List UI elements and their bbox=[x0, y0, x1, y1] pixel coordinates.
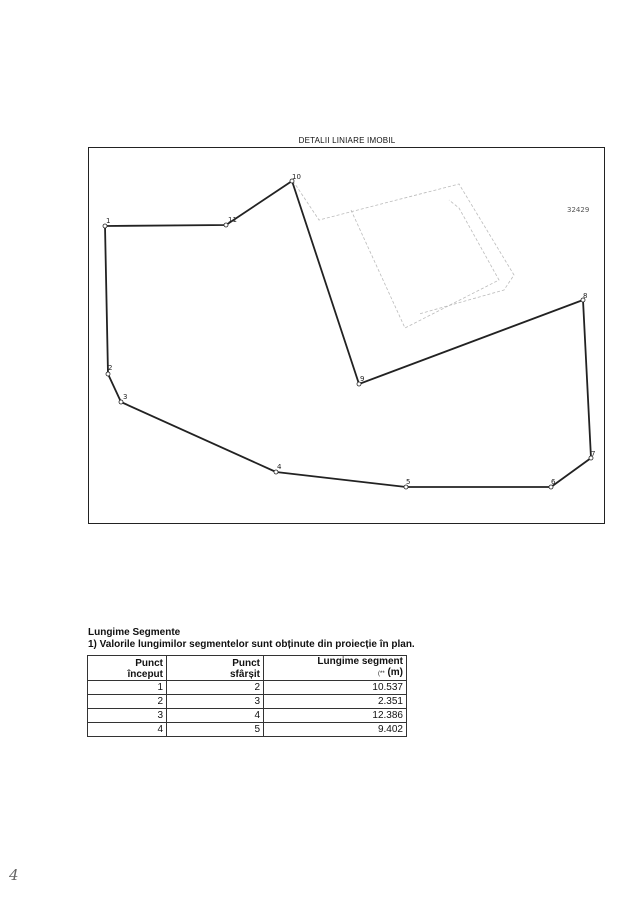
cell-start: 1 bbox=[88, 681, 167, 695]
segments-table bbox=[87, 655, 407, 737]
cell-end: 2 bbox=[167, 681, 264, 695]
segments-table-header bbox=[88, 656, 407, 681]
cell-end: 4 bbox=[167, 709, 264, 723]
segments-heading: Lungime Segmente bbox=[88, 627, 181, 638]
table-row bbox=[88, 723, 407, 737]
survey-point-label-6: 6 bbox=[551, 478, 556, 486]
table-row bbox=[88, 695, 407, 709]
cell-length: 12.386 bbox=[264, 709, 407, 723]
cell-length: 2.351 bbox=[264, 695, 407, 709]
neighbour-outline-inner bbox=[351, 200, 499, 328]
plan-drawing-frame bbox=[88, 147, 605, 524]
cell-end: 3 bbox=[167, 695, 264, 709]
cell-start: 2 bbox=[88, 695, 167, 709]
survey-point-label-1: 1 bbox=[106, 217, 111, 225]
parcel-boundary bbox=[105, 181, 591, 487]
plan-title: DETALII LINIARE IMOBIL bbox=[298, 136, 396, 145]
parcel-id-label: 32429 bbox=[567, 206, 590, 214]
survey-point-label-9: 9 bbox=[360, 375, 365, 383]
survey-point-label-3: 3 bbox=[123, 393, 128, 401]
survey-point-label-11: 11 bbox=[228, 216, 237, 224]
header-end-point: Punct sfârșit bbox=[167, 656, 264, 681]
cell-length: 10.537 bbox=[264, 681, 407, 695]
survey-point-label-4: 4 bbox=[277, 463, 282, 471]
cell-start: 4 bbox=[88, 723, 167, 737]
table-row bbox=[88, 709, 407, 723]
header-start-point: Punct început bbox=[88, 656, 167, 681]
cell-length: 9.402 bbox=[264, 723, 407, 737]
cell-start: 3 bbox=[88, 709, 167, 723]
survey-point-label-2: 2 bbox=[108, 364, 113, 372]
segments-note: 1) Valorile lungimilor segmentelor sunt obținute din proiecție în plan. bbox=[88, 639, 415, 650]
survey-point-label-5: 5 bbox=[406, 478, 411, 486]
cell-end: 5 bbox=[167, 723, 264, 737]
header-segment-length: Lungime segment (** (m) bbox=[264, 656, 407, 681]
table-row bbox=[88, 681, 407, 695]
parcel-plan-drawing bbox=[89, 148, 604, 523]
survey-point-label-10: 10 bbox=[292, 173, 301, 181]
survey-point-2 bbox=[106, 372, 110, 376]
survey-point-label-7: 7 bbox=[591, 450, 596, 458]
page-number: 4 bbox=[9, 866, 19, 884]
survey-point-label-8: 8 bbox=[583, 292, 588, 300]
